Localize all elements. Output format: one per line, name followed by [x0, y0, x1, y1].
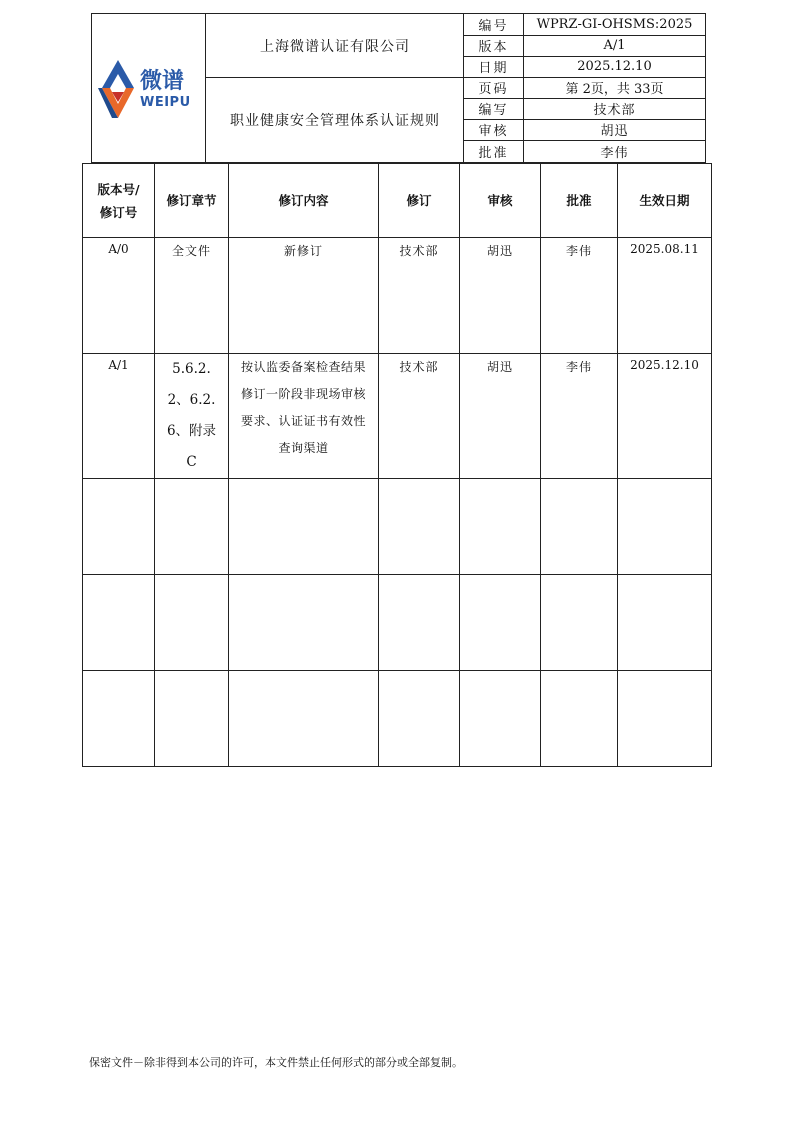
cell-content: 新修订 — [229, 238, 379, 354]
meta-label: 版本 — [464, 35, 524, 56]
header-reviewed: 审核 — [460, 164, 541, 238]
cell-reviewed-by: 胡迅 — [460, 238, 541, 354]
header-section: 修订章节 — [155, 164, 229, 238]
cell-content: 按认监委备案检查结果修订一阶段非现场审核要求、认证证书有效性查询渠道 — [229, 354, 379, 479]
cell-effective-date: 2025.12.10 — [618, 354, 712, 479]
meta-value: 2025.12.10 — [577, 59, 652, 74]
meta-value: WPRZ-GI-OHSMS:2025 — [536, 17, 693, 32]
cell-approved-by: 李伟 — [541, 238, 618, 354]
meta-value: A/1 — [603, 38, 626, 53]
meta-row-version — [464, 35, 705, 57]
table-row — [83, 238, 712, 354]
revision-table — [82, 163, 712, 767]
cell-revised-by: 技术部 — [379, 354, 460, 479]
cell-reviewed-by: 胡迅 — [460, 354, 541, 479]
logo-cell — [92, 14, 206, 162]
header-effective-date: 生效日期 — [618, 164, 712, 238]
table-header-row — [83, 164, 712, 238]
header-version: 版本号/修订号 — [83, 164, 155, 238]
header-approved: 批准 — [541, 164, 618, 238]
weipu-logo-icon — [98, 58, 202, 124]
meta-value: 李伟 — [600, 145, 629, 161]
meta-label: 审核 — [464, 119, 524, 140]
header-content: 修订内容 — [229, 164, 379, 238]
confidential-footer: 保密文件－除非得到本公司的许可，本文件禁止任何形式的部分或全部复制。 — [89, 1056, 463, 1069]
document-header — [91, 13, 706, 163]
cell-section: 5.6.2.2、6.2.6、附录 C — [155, 354, 229, 479]
meta-value: 胡迅 — [600, 124, 629, 139]
cell-version: A/0 — [83, 238, 155, 354]
meta-label: 页码 — [464, 77, 524, 98]
meta-row-date — [464, 56, 705, 78]
meta-row-approver — [464, 140, 705, 162]
cell-approved-by: 李伟 — [541, 354, 618, 479]
table-row — [83, 354, 712, 479]
title-cell — [206, 14, 464, 162]
meta-label: 编号 — [464, 14, 524, 35]
header-revised: 修订 — [379, 164, 460, 238]
company-name: 上海微谱认证有限公司 — [260, 38, 410, 55]
meta-row-page — [464, 77, 705, 99]
document-title: 职业健康安全管理体系认证规则 — [230, 113, 440, 129]
logo-cn-text: 微谱 — [140, 69, 185, 94]
table-row-empty — [83, 479, 712, 575]
table-row-empty — [83, 671, 712, 767]
cell-section: 全文件 — [155, 238, 229, 354]
cell-effective-date: 2025.08.11 — [618, 238, 712, 354]
cell-version: A/1 — [83, 354, 155, 479]
meta-row-number — [464, 14, 705, 36]
meta-value: 第 2页，共 33页 — [565, 82, 664, 97]
meta-row-author — [464, 98, 705, 120]
meta-label: 编写 — [464, 98, 524, 119]
meta-row-reviewer — [464, 119, 705, 141]
meta-value: 技术部 — [593, 103, 636, 118]
meta-label: 日期 — [464, 56, 524, 77]
logo-en-text: WEIPU — [140, 95, 191, 110]
table-row-empty — [83, 575, 712, 671]
cell-revised-by: 技术部 — [379, 238, 460, 354]
meta-table — [464, 14, 705, 162]
meta-label: 批准 — [464, 140, 524, 162]
